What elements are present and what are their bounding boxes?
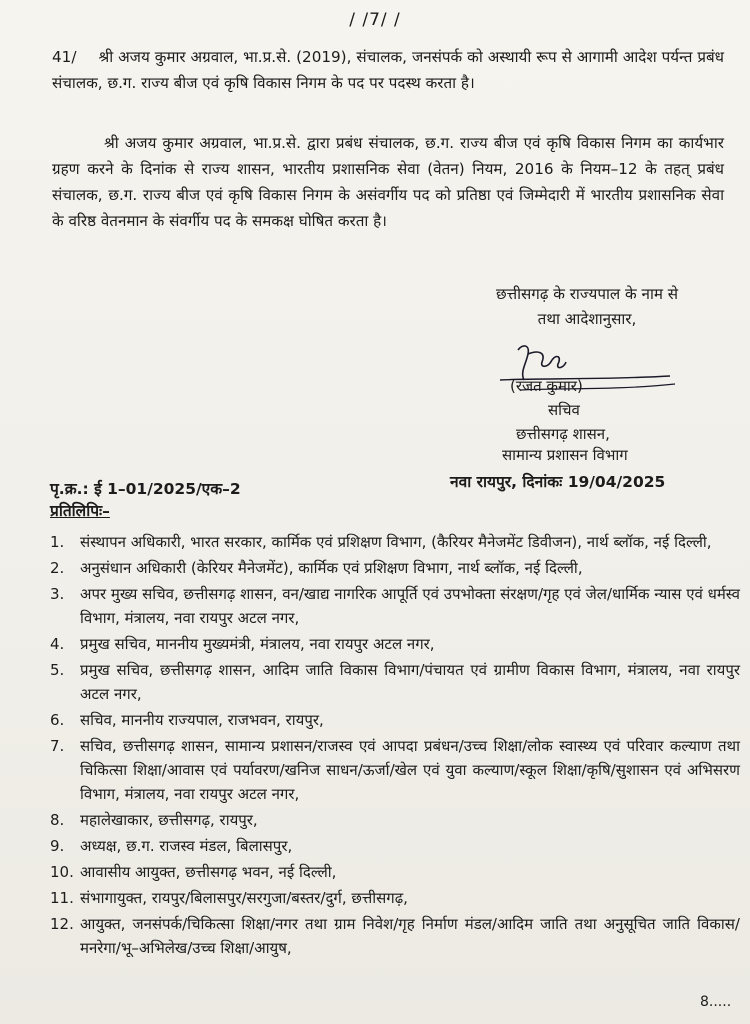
copy-list-item — [50, 530, 740, 554]
copy-recipient: सचिव, माननीय राज्यपाल, राजभवन, रायपुर, — [80, 711, 324, 729]
copy-recipient: संभागायुक्त, रायपुर/बिलासपुर/सरगुजा/बस्तर/दुर्ग, छत्तीसगढ़, — [80, 889, 408, 907]
copy-list-item — [50, 632, 740, 656]
copy-recipient: प्रमुख सचिव, छत्तीसगढ़ शासन, आदिम जाति विकास विभाग/पंचायत एवं ग्रामीण विकास विभाग, मंत्रालय, नवा रायपुर अटल नगर, — [80, 661, 740, 703]
pay-scale-paragraph: श्री अजय कुमार अग्रवाल, भा.प्र.से. द्वारा प्रबंध संचालक, छ.ग. राज्य बीज एवं कृषि विकास निगम का कार्यभार ग्रहण करने के दिनांक से राज्य शासन, भारतीय प्रशासनिक सेवा (वेतन) नियम, 2016 के नियम–12 के तहत् प्रबंध संचालक, छ.ग. राज्य बीज एवं कृषि विकास निगम के असंवर्गीय पद को प्रतिष्ठा एवं जिम्मेदारी में भारतीय प्रशासनिक सेवा के वरिष्ठ वेतनमान के संवर्गीय पद के समकक्ष घोषित करता है। — [52, 134, 724, 230]
copy-recipient: सचिव, छत्तीसगढ़ शासन, सामान्य प्रशासन/राजस्व एवं आपदा प्रबंधन/उच्च शिक्षा/लोक स्वास्थ्य एवं परिवार कल्याण तथा चिकित्सा शिक्षा/आवास एवं पर्यावरण/खनिज साधन/ऊर्जा/खेल एवं युवा कल्याण/स्कूल शिक्षा/कृषि/सुशासन एवं अभिसरण विभाग, मंत्रालय, नवा रायपुर अटल नगर, — [80, 737, 740, 803]
signatory-designation: सचिव — [548, 401, 580, 419]
handwritten-signature — [500, 340, 680, 410]
signatory-department-2: सामान्य प्रशासन विभाग — [502, 446, 628, 464]
authority-line-1: छत्तीसगढ़ के राज्यपाल के नाम से — [495, 285, 679, 303]
authority-block — [452, 282, 722, 332]
continuation-marker: 8..... — [700, 994, 732, 1010]
page-number: / /7/ / — [349, 10, 401, 30]
copy-number: 6. — [50, 711, 65, 729]
reference-number: पृ.क्र.: ई 1–01/2025/एक–2 — [50, 480, 241, 498]
place-and-date: नवा रायपुर, दिनांकः 19/04/2025 — [450, 473, 666, 491]
copy-recipient: महालेखाकार, छत्तीसगढ़, रायपुर, — [80, 811, 258, 829]
copy-list-item — [50, 582, 740, 630]
copy-list-item — [50, 886, 740, 910]
copy-number: 12. — [50, 915, 74, 933]
copy-number: 11. — [50, 889, 74, 907]
copy-number: 3. — [50, 585, 65, 603]
copy-number: 8. — [50, 811, 65, 829]
copy-list — [50, 530, 740, 962]
order-paragraph-41 — [52, 44, 724, 96]
copy-recipient: अध्यक्ष, छ.ग. राजस्व मंडल, बिलासपुर, — [80, 837, 293, 855]
copy-number: 7. — [50, 737, 65, 755]
copy-list-item — [50, 834, 740, 858]
authority-line-2: तथा आदेशानुसार, — [537, 310, 637, 328]
signatory-department-1: छत्तीसगढ़ शासन, — [516, 425, 610, 443]
order-text: श्री अजय कुमार अग्रवाल, भा.प्र.से. (2019), संचालक, जनसंपर्क को अस्थायी रूप से आगामी आदेश पर्यन्त प्रबंध संचालक, छ.ग. राज्य बीज एवं कृषि विकास निगम के पद पर पदस्थ करता है। — [52, 48, 724, 92]
copy-recipient: संस्थापन अधिकारी, भारत सरकार, कार्मिक एवं प्रशिक्षण विभाग, (कैरियर मैनेजमेंट डिवीजन), नार्थ ब्लॉक, नई दिल्ली, — [80, 533, 712, 551]
copy-recipient: प्रमुख सचिव, माननीय मुख्यमंत्री, मंत्रालय, नवा रायपुर अटल नगर, — [80, 635, 435, 653]
copy-list-item — [50, 734, 740, 806]
copy-list-item — [50, 808, 740, 832]
copy-recipient: अपर मुख्य सचिव, छत्तीसगढ़ शासन, वन/खाद्य नागरिक आपूर्ति एवं उपभोक्ता संरक्षण/गृह एवं जेल/धार्मिक न्यास एवं धर्मस्व विभाग, मंत्रालय, नवा रायपुर अटल नगर, — [80, 585, 740, 627]
copy-list-item — [50, 658, 740, 706]
copies-heading: प्रतिलिपिः– — [50, 502, 110, 520]
copy-number: 5. — [50, 661, 65, 679]
copy-number: 4. — [50, 635, 65, 653]
signatory-name: (रजत कुमार) — [510, 377, 583, 395]
order-number: 41/ — [52, 48, 77, 66]
copy-recipient: आयुक्त, जनसंपर्क/चिकित्सा शिक्षा/नगर तथा ग्राम निवेश/गृह निर्माण मंडल/आदिम जाति तथा अनुसूचित जाति विकास/मनरेगा/भू–अभिलेख/उच्च शिक्षा/आयुष, — [80, 915, 740, 957]
copy-recipient: आवासीय आयुक्त, छत्तीसगढ़ भवन, नई दिल्ली, — [80, 863, 337, 881]
copy-number: 10. — [50, 863, 74, 881]
copy-recipient: अनुसंधान अधिकारी (केरियर मैनेजमेंट), कार्मिक एवं प्रशिक्षण विभाग, नार्थ ब्लॉक, नई दिल्ली, — [80, 559, 583, 577]
copy-number: 9. — [50, 837, 65, 855]
copy-list-item — [50, 708, 740, 732]
copy-number: 2. — [50, 559, 65, 577]
copy-list-item — [50, 556, 740, 580]
copy-number: 1. — [50, 533, 65, 551]
copy-list-item — [50, 860, 740, 884]
copy-list-item — [50, 912, 740, 960]
